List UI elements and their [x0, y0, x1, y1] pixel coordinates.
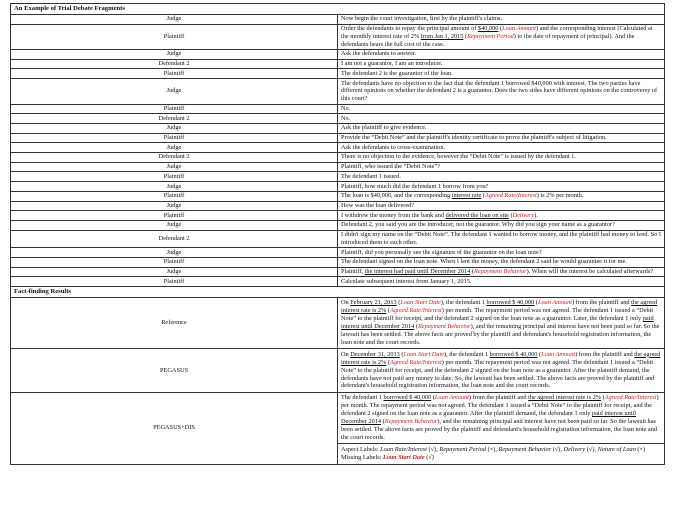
aspect-tag: Agreed Rate/Interest	[389, 358, 442, 366]
result-text	[338, 297, 665, 348]
utterance-cell	[338, 114, 665, 124]
speaker-cell: Plaintiff	[11, 172, 338, 182]
text-run: ) from the plaintiff and	[571, 299, 632, 307]
text-run: ), the defendant 1	[440, 299, 487, 307]
text-run: No.	[341, 114, 351, 122]
text-run: Loan Rate/Interest	[380, 446, 427, 454]
utterance-cell	[338, 257, 665, 267]
result-row	[11, 297, 665, 348]
text-run: ) per month. The repayment period was not agreed. The defendant 1 issued a “Debit Note” to the plaintiff for receipt, and the defendant 2 signed on the loan note as a guarantor. After the plaintiff demand, the defendants have not paid any money to date. So, the lawsuit has been settled. The above facts are proved by the plaintiff and defendant's household registration information, the loan note and the court records.	[341, 358, 655, 390]
speaker-cell: Judge	[11, 79, 338, 105]
speaker-cell: Judge	[11, 143, 338, 153]
labels-cell	[338, 444, 665, 465]
text-run: Ask the defendants to cross-examination.	[341, 143, 446, 151]
utterance-cell	[338, 143, 665, 153]
underlined-fact: delivered the loan on site	[445, 211, 509, 219]
text-run: Plaintiff,	[341, 267, 365, 275]
underlined-fact: paid interest until December 2014	[341, 410, 637, 426]
aspect-tag: Repayment Behavior	[384, 418, 438, 426]
speaker-cell: Judge	[11, 220, 338, 230]
speaker-cell: Judge	[11, 14, 338, 24]
result-text	[338, 349, 665, 393]
text-run: Repayment Period	[439, 446, 487, 454]
text-run: The defendant 2 is the guarantor of the loan.	[341, 69, 453, 77]
dialogue-row	[11, 69, 665, 79]
aspect-tag: Agreed Rate/Interest	[604, 394, 657, 402]
text-run: Plaintiff, did you personally see the signature of the guarantor on the loan note?	[341, 248, 542, 256]
text-run: ), the defendant 1	[444, 350, 490, 358]
dialogue-row	[11, 24, 665, 50]
text-run: ) is 2% per month.	[536, 192, 584, 200]
aspect-tag: Loan Amount	[537, 299, 572, 307]
text-run: (	[470, 267, 474, 275]
text-run: ), and the remaining principal and interest have not been paid so far. So the lawsuit has been settled. The above facts are proved by the plaintiff and defendant's household registration information, the loan note and the court records.	[341, 418, 657, 441]
speaker-cell: Judge	[11, 248, 338, 258]
utterance-cell	[338, 79, 665, 105]
dialogue-row	[11, 230, 665, 248]
utterance-cell	[338, 14, 665, 24]
text-run: I didn't sign my name on the “Debit Note”. The defendant 1 wanted to borrow money, and the plaintiff had money to lend. So I introduced them to each other.	[341, 230, 661, 246]
utterance-cell	[338, 59, 665, 69]
speaker-cell: Plaintiff	[11, 133, 338, 143]
aspect-tag: Loan Start Date	[403, 350, 445, 358]
utterance-cell	[338, 162, 665, 172]
aspect-tag: Agreed Rate/Interest	[389, 307, 442, 315]
text-run: The defendant 1 issued.	[341, 172, 401, 180]
utterance-cell	[338, 248, 665, 258]
aspect-tag: Loan Amount	[434, 394, 469, 402]
utterance-cell	[338, 201, 665, 211]
text-run: Repayment Behavior	[498, 446, 552, 454]
underlined-fact: the agreed interest rate is 2%	[341, 299, 658, 315]
text-run: (	[386, 307, 390, 315]
dialogue-row	[11, 114, 665, 124]
speaker-cell: Defendant 2	[11, 59, 338, 69]
dialogue-row	[11, 79, 665, 105]
underlined-fact: interest rate	[451, 192, 482, 200]
missing-labels	[341, 454, 661, 462]
text-run: Aspect Labels:	[341, 446, 381, 454]
dialogue-row	[11, 162, 665, 172]
text-run: Now begin the court investigation, first by the plaintiff's claims.	[341, 15, 503, 23]
text-run: On	[341, 350, 351, 358]
text-run: On	[341, 299, 351, 307]
utterance-cell	[338, 24, 665, 50]
text-run: (×),	[486, 446, 499, 454]
text-run: Calculate subsequent interest from January 1, 2015.	[341, 277, 472, 285]
text-run: (	[601, 394, 605, 402]
speaker-cell: Judge	[11, 182, 338, 192]
final-result-row	[11, 392, 665, 443]
results-header-row	[11, 286, 665, 297]
text-run: (	[381, 418, 385, 426]
trial-debate-table	[10, 3, 665, 465]
dialogue-row	[11, 191, 665, 201]
text-run: ) and the corresponding interest (Calculated at the monthly interest rate of 2%	[341, 24, 653, 40]
text-run: ). When will the interest be calculated afterwards?	[526, 267, 654, 275]
utterance-cell	[338, 172, 665, 182]
utterance-cell	[338, 191, 665, 201]
utterance-cell	[338, 50, 665, 60]
underlined-fact: borrowed $ 40,000	[383, 394, 432, 402]
text-run: Ask the plaintiff to give evidence.	[341, 124, 427, 132]
speaker-cell: Defendant 2	[11, 230, 338, 248]
underlined-fact: paid interest until December 2014	[341, 315, 654, 331]
underlined-fact: $40,000	[477, 24, 499, 32]
dialogue-row	[11, 143, 665, 153]
text-run: (	[534, 299, 538, 307]
speaker-cell: Judge	[11, 124, 338, 134]
dialogue-row	[11, 133, 665, 143]
text-run: ), and the remaining principal and interest have not been paid so far. So the lawsuit has been settled. The above facts are proved by the plaintiff and defendant's household registration information, the loan note and the court records.	[341, 323, 660, 346]
speaker-cell: Plaintiff	[11, 104, 338, 114]
aspect-tag: Agreed Rate/Interest	[484, 192, 537, 200]
aspect-tag: Loan Start Date	[382, 454, 425, 462]
underlined-fact: borrowed $ 40,000	[489, 350, 538, 358]
text-run: (	[399, 350, 404, 358]
text-run: I am not a guarantor, I am an introducer.	[341, 60, 443, 68]
text-run: Missing Labels:	[341, 454, 383, 462]
underlined-fact: December 31, 2013	[350, 350, 400, 358]
aspect-tag: Repayment Period	[467, 32, 514, 40]
text-run: Ask the defendants to answer.	[341, 50, 417, 58]
aspect-tag: Delivery	[512, 211, 535, 219]
underlined-fact: the agreed interest rate is 2%	[528, 394, 601, 402]
section-header: An Example of Trial Debate Fragments	[11, 4, 665, 15]
text-run: ).	[534, 211, 538, 219]
speaker-cell: Judge	[11, 50, 338, 60]
results-header: Fact-finding Results	[11, 286, 665, 297]
aspect-tag: Repayment Behavior	[473, 267, 527, 275]
text-run: (√),	[585, 446, 598, 454]
text-run: (√)	[424, 454, 434, 462]
final-result-text	[338, 392, 665, 443]
final-label: PEGASUS+DIS	[11, 392, 338, 464]
text-run: Defendant 2, you said you are the introducer, not the guarantor. Why did you sign your name as a guarantor?	[341, 221, 615, 229]
speaker-cell: Judge	[11, 162, 338, 172]
dialogue-row	[11, 277, 665, 287]
text-run: The defendants have no objection to the fact that the defendant 1 borrowed $40,000 with interest. The two parties have different opinions on whether the defendant 2 is a guarantor. Does the two sides have different opinions on the controversy of this court?	[341, 79, 658, 103]
underlined-fact: February 21, 2013	[350, 299, 397, 307]
aspect-tag: Repayment Behavior	[417, 323, 471, 331]
dialogue-row	[11, 182, 665, 192]
text-run: Nature of Loan	[597, 446, 636, 454]
text-run: (√),	[551, 446, 564, 454]
speaker-cell: Plaintiff	[11, 191, 338, 201]
utterance-cell	[338, 277, 665, 287]
speaker-cell: Judge	[11, 201, 338, 211]
text-run: (	[498, 24, 503, 32]
speaker-cell: Defendant 2	[11, 114, 338, 124]
text-run: The defendant 1	[341, 394, 384, 402]
aspect-labels	[341, 446, 661, 454]
dialogue-row	[11, 201, 665, 211]
dialogue-row	[11, 124, 665, 134]
text-run: (	[431, 394, 435, 402]
text-run: ) from the plaintiff and	[468, 394, 529, 402]
text-run: (	[386, 358, 390, 366]
section-header-row	[11, 4, 665, 15]
dialogue-row	[11, 220, 665, 230]
text-run: (	[508, 211, 513, 219]
result-label: PEGASUS	[11, 349, 338, 393]
text-run: ) from the plaintiff and	[575, 350, 635, 358]
text-run: (	[396, 299, 401, 307]
speaker-cell: Judge	[11, 267, 338, 277]
underlined-fact: borrowed $ 40,000	[486, 299, 535, 307]
utterance-cell	[338, 267, 665, 277]
speaker-cell: Plaintiff	[11, 277, 338, 287]
underlined-fact: the interest had paid until December 2014	[364, 267, 471, 275]
dialogue-row	[11, 104, 665, 114]
speaker-cell: Plaintiff	[11, 257, 338, 267]
text-run: (×)	[635, 446, 646, 454]
text-run: ) per month. The repayment period was not agreed. The defendant 1 issued a “Debit Note” to the plaintiff for receipt, and the defendant 2 signed on the loan note as a guarantor. Later, the defendant 1 only	[341, 307, 654, 323]
speaker-cell: Plaintiff	[11, 24, 338, 50]
speaker-cell: Plaintiff	[11, 69, 338, 79]
dialogue-row	[11, 14, 665, 24]
utterance-cell	[338, 124, 665, 134]
text-run: No.	[341, 105, 351, 113]
text-run: ) to the date of repayment of principal). And the defendants bears the full cost of the case.	[341, 32, 635, 48]
text-run: Plaintiff, who issued the “Debit Note”?	[341, 163, 440, 171]
underlined-fact: from Jan 1, 2015	[420, 32, 464, 40]
aspect-tag: Loan Amount	[502, 24, 537, 32]
text-run: How was the loan delivered?	[341, 201, 415, 209]
text-run: Provide the “Debit Note” and the plaintiff's identity certificate to prove the plaintiff's subject of litigation.	[341, 134, 607, 142]
result-row	[11, 349, 665, 393]
dialogue-row	[11, 211, 665, 221]
utterance-cell	[338, 230, 665, 248]
dialogue-row	[11, 59, 665, 69]
utterance-cell	[338, 153, 665, 163]
aspect-tag: Loan Amount	[541, 350, 576, 358]
dialogue-row	[11, 153, 665, 163]
text-run: ) per month. The repayment period was not agreed. The defendant 1 issued a “Debit Note” to the plaintiff for receipt, and the defendant 2 signed on the loan note as a guarantor. After the plaintiff demand, the defendant 1 only	[341, 394, 659, 418]
dialogue-row	[11, 50, 665, 60]
text-run: (	[481, 192, 485, 200]
text-run: (√),	[426, 446, 440, 454]
dialogue-row	[11, 172, 665, 182]
text-run: Plaintiff, how much did the defendant 1 borrow from you?	[341, 182, 489, 190]
aspect-tag: Loan Start Date	[400, 299, 441, 307]
text-run: (	[414, 323, 418, 331]
dialogue-row	[11, 257, 665, 267]
speaker-cell: Defendant 2	[11, 153, 338, 163]
text-run: (	[537, 350, 542, 358]
utterance-cell	[338, 182, 665, 192]
dialogue-row	[11, 267, 665, 277]
utterance-cell	[338, 133, 665, 143]
text-run: I withdrew the money from the bank and	[341, 211, 446, 219]
utterance-cell	[338, 211, 665, 221]
text-run: The loan is $40,000, and the corresponding	[341, 192, 452, 200]
dialogue-row	[11, 248, 665, 258]
utterance-cell	[338, 104, 665, 114]
utterance-cell	[338, 220, 665, 230]
text-run: There is no objection to the evidence, however the “Debit Note” is issued by the defendant 1.	[341, 153, 577, 161]
text-run: (	[463, 32, 468, 40]
underlined-fact: the agreed interest rate is 2%	[341, 350, 661, 366]
utterance-cell	[338, 69, 665, 79]
result-label: Reference	[11, 297, 338, 348]
text-run: Delivery	[563, 446, 586, 454]
speaker-cell: Plaintiff	[11, 211, 338, 221]
text-run: The defendant signed on the loan note. When I lent the money, the defendant 2 said he would guarantee it for me.	[341, 258, 627, 266]
text-run: Order the defendants to repay the principal amount of	[341, 24, 478, 32]
paper-figure	[10, 3, 665, 465]
